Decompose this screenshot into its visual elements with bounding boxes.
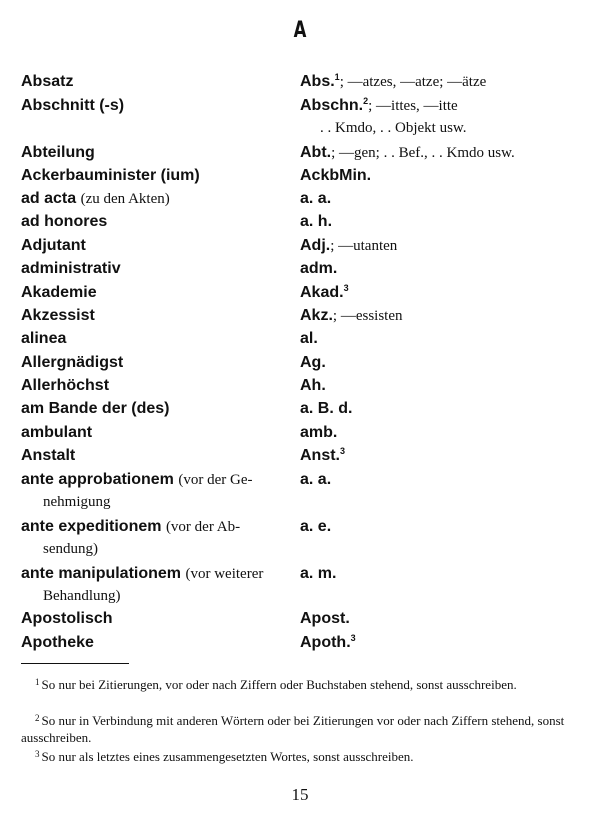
footnote-marker: 1 — [334, 72, 340, 82]
entry-term: Akademie — [21, 284, 97, 301]
term-text: ante approbationem — [21, 471, 174, 488]
term-gloss: (zu den Akten) — [80, 191, 170, 207]
abbreviation-text: a. a. — [300, 471, 332, 488]
abbreviation-text: Apoth. — [300, 634, 351, 651]
term-text: ante manipulationem — [21, 565, 182, 582]
abbreviation-text: Anst. — [300, 447, 340, 464]
page-number: 15 — [291, 785, 309, 804]
entry-abbreviation — [300, 516, 590, 538]
abbreviation-text: Abs. — [300, 73, 335, 90]
entry-term — [21, 469, 289, 513]
entry-abbreviation — [300, 95, 590, 139]
footnote — [21, 746, 581, 765]
abbreviation-text: amb. — [300, 424, 338, 441]
entry-term: Apotheke — [21, 634, 94, 651]
abbreviation-text: Apost. — [300, 610, 350, 627]
entry-term: Allerhöchst — [21, 377, 110, 394]
section-letter: A — [293, 18, 307, 43]
abbreviation-text: Ag. — [300, 354, 326, 371]
entry-abbreviation — [300, 328, 590, 350]
abbreviation-text: adm. — [300, 260, 338, 277]
term-gloss: (vor der Ab- — [165, 519, 241, 535]
abbreviation-text: a. m. — [300, 565, 337, 582]
footnote-number: 1 — [35, 677, 40, 687]
entry-abbreviation — [300, 375, 590, 397]
compound-examples: . . Kmdo, . . Objekt usw. — [320, 120, 467, 136]
abbreviation-text: a. e. — [300, 518, 332, 535]
entry-term: am Bande der (des) — [21, 400, 170, 417]
footnote-marker: 3 — [343, 283, 349, 293]
entry-term: Apostolisch — [21, 610, 113, 627]
footnote-number: 2 — [35, 713, 40, 723]
term-text: ad acta — [21, 190, 77, 207]
footnote — [21, 710, 581, 746]
abbreviation-text: Akad. — [300, 284, 344, 301]
footnote-marker: 2 — [363, 96, 369, 106]
entry-term: Absatz — [21, 73, 74, 90]
entry-abbreviation — [300, 282, 590, 304]
abbreviation-text: a. a. — [300, 190, 332, 207]
inflection-forms: ; —ittes, —itte — [368, 98, 458, 114]
inflection-forms: ; —essisten — [332, 308, 403, 324]
abbreviation-text: Ah. — [300, 377, 326, 394]
entry-abbreviation — [300, 211, 590, 233]
footnote-text: So nur bei Zitierungen, vor oder nach Ziffern oder Buchstaben stehend, sonst ausschreiben. — [41, 677, 517, 692]
entry-term: Abschnitt (-s) — [21, 97, 125, 114]
entry-term: Abteilung — [21, 144, 95, 161]
entry-abbreviation — [300, 71, 590, 93]
entry-abbreviation — [300, 235, 590, 257]
entry-abbreviation — [300, 142, 590, 164]
abbreviation-text: a. B. d. — [300, 400, 353, 417]
entry-abbreviation — [300, 445, 590, 467]
entry-term: Akzessist — [21, 307, 95, 324]
footnote-divider — [21, 663, 129, 664]
footnote-number: 3 — [35, 749, 40, 759]
entry-abbreviation — [300, 422, 590, 444]
abbreviation-text: Adj. — [300, 237, 331, 254]
abbreviation-text: Akz. — [300, 307, 333, 324]
entry-term — [21, 516, 289, 560]
entry-abbreviation — [300, 563, 590, 585]
entry-abbreviation — [300, 608, 590, 630]
entry-abbreviation — [300, 305, 590, 327]
entry-abbreviation — [300, 352, 590, 374]
term-gloss-continuation: nehmigung — [43, 494, 111, 510]
entry-term: ambulant — [21, 424, 93, 441]
entry-abbreviation — [300, 188, 590, 210]
footnote-marker: 3 — [340, 446, 346, 456]
entry-abbreviation — [300, 469, 590, 491]
entry-term — [21, 563, 289, 607]
entry-abbreviation — [300, 398, 590, 420]
footnote-marker: 3 — [350, 633, 356, 643]
abbreviation-text: Abschn. — [300, 97, 364, 114]
entry-term: ad honores — [21, 213, 108, 230]
entry-abbreviation — [300, 632, 590, 654]
inflection-forms: ; —utanten — [330, 238, 398, 254]
abbreviation-text: AckbMin. — [300, 167, 372, 184]
entry-term: Allergnädigst — [21, 354, 124, 371]
term-text: ante expeditionem — [21, 518, 162, 535]
footnote-text: So nur als letztes eines zusammengesetzten Wortes, sonst ausschreiben. — [41, 749, 414, 764]
footnote-text: So nur in Verbindung mit anderen Wörtern oder bei Zitierungen vor oder nach Ziffern stehend, sonst ausschreiben. — [21, 713, 565, 745]
inflection-forms: ; —atzes, —atze; —ätze — [339, 74, 487, 90]
entry-term: Adjutant — [21, 237, 86, 254]
term-gloss: (vor der Ge- — [178, 472, 253, 488]
abbreviation-text: a. h. — [300, 213, 333, 230]
entry-abbreviation — [300, 165, 590, 187]
entry-term: Ackerbauminister (ium) — [21, 167, 200, 184]
footnote — [21, 674, 581, 693]
abbreviation-text: al. — [300, 330, 318, 347]
term-gloss-continuation: Behandlung) — [43, 588, 121, 604]
inflection-forms: ; —gen; . . Bef., . . Kmdo usw. — [331, 145, 515, 161]
term-gloss: (vor weiterer — [185, 566, 264, 582]
abbreviation-text: Abt. — [300, 144, 332, 161]
entry-term: administrativ — [21, 260, 121, 277]
entry-term: Anstalt — [21, 447, 76, 464]
term-gloss-continuation: sendung) — [43, 541, 98, 557]
entry-term: alinea — [21, 330, 67, 347]
entry-abbreviation — [300, 258, 590, 280]
entry-term — [21, 188, 289, 210]
